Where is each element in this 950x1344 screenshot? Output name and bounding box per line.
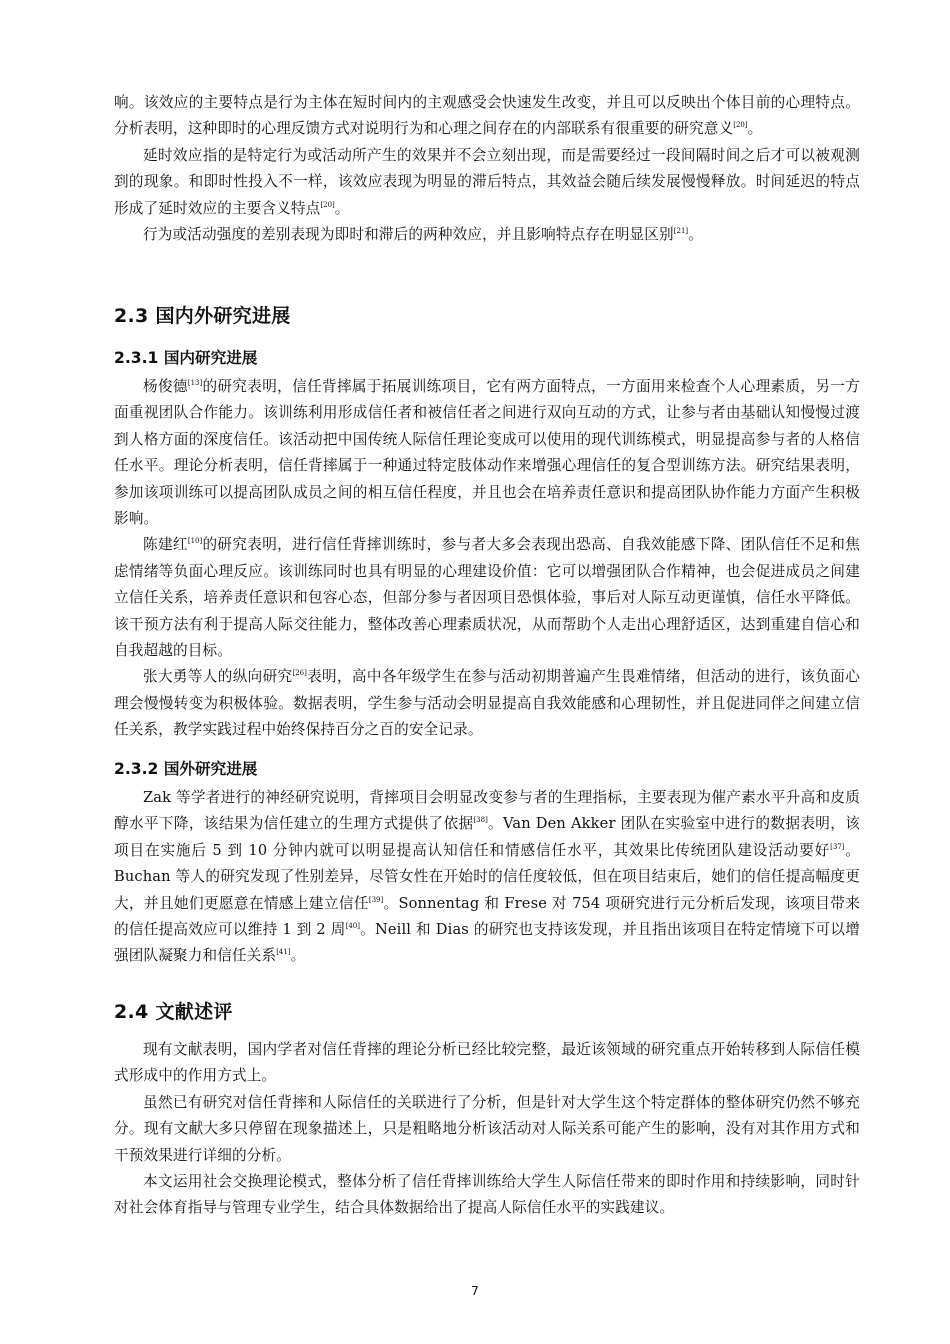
paragraph: Zak 等学者进行的神经研究说明，背摔项目会明显改变参与者的生理指标，主要表现为催产素水平升高和皮质醇水平下降，该结果为信任建立的生理方式提供了依据[38]。Van Den Akker 团队在实验室中进行的数据表明，该项目在实施后 5 到 10 分钟内就可以明显提高认知信任和情感信任水平，其效果比传统团队建设活动要好[37]。Buchan 等人的研究发现了性别差异，尽管女性在开始时的信任度较低，但在项目结束后，她们的信任提高幅度更大，并且她们更愿意在情感上建立信任[39]。Sonnentag 和 Frese 对 754 项研究进行元分析后发现，该项目带来的信任提高效应可以维持 1 到 2 周[40]。Neill 和 Dias 的研究也支持该发现，并且指出该项目在特定情境下可以增强团队凝聚力和信任关系[41]。 [114, 789, 861, 965]
citation-marker: [21] [673, 227, 689, 236]
paragraph: 现有文献表明，国内学者对信任背摔的理论分析已经比较完整，最近该领域的研究重点开始转移到人际信任模式形成中的作用方式上。 [114, 1041, 860, 1085]
citation-marker: [41] [276, 948, 291, 957]
paragraph: 延时效应指的是特定行为或活动所产生的效果并不会立刻出现，而是需要经过一段间隔时间之后才可以被观测到的现象。和即时性投入不一样，该效应表现为明显的滞后特点，其效益会随后续发展慢慢释放。时间延迟的特点形成了延时效应的主要含义特点[20]。 [114, 146, 860, 217]
subsection-heading: 2.3.2 国外研究进展 [114, 760, 258, 778]
citation-marker: [38] [473, 816, 488, 825]
paragraph: 响。该效应的主要特点是行为主体在短时间内的主观感受会快速发生改变，并且可以反映出个体目前的心理特点。分析表明，这种即时的心理反馈方式对说明行为和心理之间存在的内部联系有很重要的研究意义[20]。 [114, 94, 860, 138]
citation-marker: [20] [733, 121, 748, 130]
subsection-heading: 2.3.1 国内研究进展 [114, 349, 258, 367]
paragraph: 杨俊德[13]的研究表明，信任背摔属于拓展训练项目，它有两方面特点，一方面用来检查个人心理素质，另一方面重视团队合作能力。该训练利用形成信任者和被信任者之间进行双向互动的方式，让参与者由基础认知慢慢过渡到人格方面的深度信任。该活动把中国传统人际信任理论变成可以使用的现代训练模式，明显提高参与者的人格信任水平。理论分析表明，信任背摔属于一种通过特定肢体动作来增强心理信任的复合型训练方法。研究结果表明，参加该项训练可以提高团队成员之间的相互信任程度，并且也会在培养责任意识和提高团队协作能力方面产生积极影响。 [114, 378, 861, 528]
foreign-research-block [114, 785, 860, 970]
paragraph: 本文运用社会交换理论模式，整体分析了信任背摔训练给大学生人际信任带来的即时作用和持续影响，同时针对社会体育指导与管理专业学生，结合具体数据给出了提高人际信任水平的实践建议。 [114, 1173, 860, 1217]
citation-marker: [26] [292, 669, 307, 678]
citation-marker: [10] [187, 537, 203, 546]
citation-marker: [39] [368, 895, 384, 904]
literature-review-block [114, 1037, 860, 1222]
page-number: 7 [471, 1284, 479, 1298]
paragraph: 行为或活动强度的差别表现为即时和滞后的两种效应，并且影响特点存在明显区别[21]。 [143, 226, 703, 244]
domestic-research-block [114, 374, 860, 744]
paragraph: 张大勇等人的纵向研究[26]表明，高中各年级学生在参与活动初期普遍产生畏难情绪，但活动的进行，该负面心理会慢慢转变为积极体验。数据表明，学生参与活动会明显提高自我效能感和心理韧性，并且促进同伴之间建立信任关系，教学实践过程中始终保持百分之百的安全记录。 [114, 668, 860, 739]
intro-block [114, 90, 860, 248]
section-heading: 2.4 文献述评 [114, 1001, 233, 1023]
citation-marker: [37] [830, 842, 845, 851]
citation-marker: [13] [187, 379, 203, 387]
citation-marker: [20] [320, 200, 335, 209]
paragraph: 虽然已有研究对信任背摔和人际信任的关联进行了分析，但是针对大学生这个特定群体的整体研究仍然不够充分。现有文献大多只停留在现象描述上，只是粗略地分析该活动对人际关系可能产生的影响，没有对其作用方式和干预效果进行详细的分析。 [114, 1093, 860, 1164]
paragraph: 陈建红[10]的研究表明，进行信任背摔训练时，参与者大多会表现出恐高、自我效能感下降、团队信任不足和焦虑情绪等负面心理反应。该训练同时也具有明显的心理建设价值：它可以增强团队合作精神，也会促进成员之间建立信任关系，培养责任意识和包容心态，但部分参与者因项目恐惧体验，事后对人际互动更谨慎，信任水平降低。该干预方法有利于提高人际交往能力，整体改善心理素质状况，从而帮助个人走出心理舒适区，达到重建自信心和自我超越的目标。 [114, 536, 861, 660]
section-heading: 2.3 国内外研究进展 [114, 305, 291, 327]
citation-marker: [40] [345, 922, 360, 931]
